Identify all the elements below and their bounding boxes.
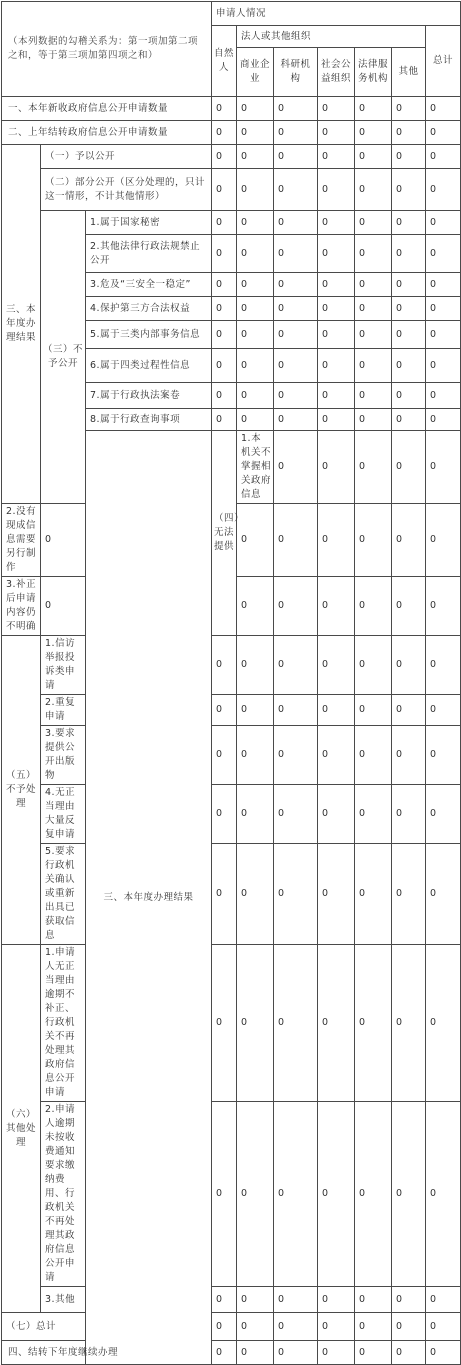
row-label: 8.属于行政查询事项 — [86, 409, 212, 431]
cell-value: 0 — [392, 1102, 426, 1287]
table-row — [2, 636, 461, 695]
cell-value: 0 — [426, 409, 461, 431]
cell-value: 0 — [274, 1102, 318, 1287]
cell-value: 0 — [237, 785, 274, 844]
cell-value: 0 — [355, 945, 392, 1102]
cell-value: 0 — [318, 577, 355, 636]
cell-value: 0 — [355, 349, 392, 383]
cell-value: 0 — [318, 321, 355, 349]
group-label: （三）不予公开 — [41, 211, 86, 504]
cell-value: 0 — [392, 169, 426, 211]
cell-value: 0 — [392, 636, 426, 695]
cell-value: 0 — [426, 383, 461, 409]
cell-value: 0 — [318, 945, 355, 1102]
cell-value: 0 — [318, 145, 355, 169]
cell-value: 0 — [274, 297, 318, 321]
cell-value: 0 — [318, 349, 355, 383]
cell-value: 0 — [237, 695, 274, 726]
cell-value: 0 — [426, 431, 461, 504]
cell-value: 0 — [392, 121, 426, 145]
cell-value: 0 — [318, 726, 355, 785]
cell-value: 0 — [274, 504, 318, 577]
cell-value: 0 — [355, 844, 392, 945]
cell-value: 0 — [318, 211, 355, 235]
cell-value: 0 — [237, 1313, 274, 1341]
row-label: 4.无正当理由大量反复申请 — [41, 785, 86, 844]
cell-value: 0 — [426, 844, 461, 945]
cell-value: 0 — [426, 145, 461, 169]
cell-value: 0 — [212, 785, 237, 844]
cell-value: 0 — [318, 636, 355, 695]
group-label: （五）不予处理 — [2, 636, 41, 945]
cell-value: 0 — [392, 211, 426, 235]
cell-value: 0 — [274, 431, 318, 504]
cell-value: 0 — [212, 695, 237, 726]
cell-value: 0 — [237, 121, 274, 145]
cell-value: 0 — [318, 121, 355, 145]
cell-value: 0 — [237, 577, 274, 636]
row-label: 3.其他 — [41, 1287, 86, 1313]
cell-value: 0 — [237, 97, 274, 121]
cell-value: 0 — [392, 273, 426, 297]
cell-value: 0 — [392, 504, 426, 577]
table-row — [2, 145, 461, 169]
cell-value: 0 — [355, 1287, 392, 1313]
cell-value: 0 — [426, 273, 461, 297]
cell-value: 0 — [355, 695, 392, 726]
cell-value: 0 — [355, 383, 392, 409]
table-row — [2, 169, 461, 211]
cell-value: 0 — [392, 409, 426, 431]
cell-value: 0 — [274, 235, 318, 273]
table-row — [2, 695, 461, 726]
cell-value: 0 — [355, 726, 392, 785]
header-social-welfare: 社会公益组织 — [318, 48, 355, 97]
table-row — [2, 945, 461, 1102]
cell-value: 0 — [318, 235, 355, 273]
cell-value: 0 — [318, 1313, 355, 1341]
table-row — [2, 1313, 461, 1341]
row-label: 5.属于三类内部事务信息 — [86, 321, 212, 349]
cell-value: 0 — [274, 121, 318, 145]
cell-value: 0 — [392, 785, 426, 844]
row-label: 2.重复申请 — [41, 695, 86, 726]
cell-value: 0 — [392, 431, 426, 504]
cell-value: 0 — [212, 235, 237, 273]
cell-value: 0 — [237, 844, 274, 945]
cell-value: 0 — [426, 1341, 461, 1365]
row-label: 2.申请人逾期未按收费通知要求缴纳费用、行政机关不再处理其政府信息公开申请 — [41, 1102, 86, 1287]
cell-value: 0 — [392, 383, 426, 409]
cell-value: 0 — [274, 145, 318, 169]
cell-value: 0 — [237, 945, 274, 1102]
cell-value: 0 — [274, 349, 318, 383]
table-row — [2, 785, 461, 844]
row-label: 一、本年新收政府信息公开申请数量 — [2, 97, 212, 121]
row-label: 1.属于国家秘密 — [86, 211, 212, 235]
row-label: 6.属于四类过程性信息 — [86, 349, 212, 383]
cell-value: 0 — [237, 383, 274, 409]
header-natural-person: 自然人 — [212, 26, 237, 97]
cell-value: 0 — [274, 409, 318, 431]
cell-value: 0 — [274, 844, 318, 945]
cell-value: 0 — [212, 1287, 237, 1313]
cell-value: 0 — [274, 785, 318, 844]
table-row — [2, 97, 461, 121]
section-label: 三、本年度办理结果 — [2, 145, 41, 504]
cell-value: 0 — [318, 504, 355, 577]
header-note: （本列数据的勾稽关系为：第一项加第二项之和，等于第三项加第四项之和） — [2, 2, 212, 97]
cell-value: 0 — [392, 695, 426, 726]
cell-value: 0 — [212, 636, 237, 695]
cell-value: 0 — [355, 785, 392, 844]
cell-value: 0 — [392, 577, 426, 636]
cell-value: 0 — [212, 1341, 237, 1365]
table-row — [2, 726, 461, 785]
cell-value: 0 — [318, 273, 355, 297]
cell-value: 0 — [237, 409, 274, 431]
cell-value: 0 — [426, 726, 461, 785]
cell-value: 0 — [426, 97, 461, 121]
cell-value: 0 — [274, 1341, 318, 1365]
cell-value: 0 — [392, 1341, 426, 1365]
cell-value: 0 — [355, 577, 392, 636]
cell-value: 0 — [41, 504, 86, 577]
cell-value: 0 — [355, 409, 392, 431]
cell-value: 0 — [392, 145, 426, 169]
cell-value: 0 — [318, 97, 355, 121]
cell-value: 0 — [212, 409, 237, 431]
header-row-1 — [2, 2, 461, 26]
header-other: 其他 — [392, 48, 426, 97]
cell-value: 0 — [392, 297, 426, 321]
cell-value: 0 — [392, 235, 426, 273]
cell-value: 0 — [274, 726, 318, 785]
row-label: 1.信访举报投诉类申请 — [41, 636, 86, 695]
table-row — [2, 211, 461, 235]
cell-value: 0 — [426, 1313, 461, 1341]
cell-value: 0 — [41, 577, 86, 636]
row-label: 1.本机关不掌握相关政府信息 — [237, 431, 274, 504]
cell-value: 0 — [426, 297, 461, 321]
cell-value: 0 — [426, 1102, 461, 1287]
cell-value: 0 — [355, 273, 392, 297]
cell-value: 0 — [426, 1287, 461, 1313]
cell-value: 0 — [318, 785, 355, 844]
cell-value: 0 — [355, 636, 392, 695]
cell-value: 0 — [212, 945, 237, 1102]
cell-value: 0 — [212, 1102, 237, 1287]
cell-value: 0 — [426, 695, 461, 726]
cell-value: 0 — [274, 383, 318, 409]
row-label: 3.补正后申请内容仍不明确 — [2, 577, 41, 636]
cell-value: 0 — [237, 145, 274, 169]
cell-value: 0 — [355, 504, 392, 577]
row-label: 2.没有现成信息需要另行制作 — [2, 504, 41, 577]
cell-value: 0 — [426, 121, 461, 145]
cell-value: 0 — [237, 211, 274, 235]
cell-value: 0 — [212, 121, 237, 145]
cell-value: 0 — [426, 321, 461, 349]
row-label: 四、结转下年度继续办理 — [2, 1341, 212, 1365]
cell-value: 0 — [212, 349, 237, 383]
header-legal-person-group: 法人或其他组织 — [237, 26, 426, 48]
group-label: （六）其他处理 — [2, 945, 41, 1313]
cell-value: 0 — [392, 844, 426, 945]
cell-value: 0 — [212, 273, 237, 297]
cell-value: 0 — [274, 321, 318, 349]
cell-value: 0 — [426, 211, 461, 235]
cell-value: 0 — [212, 211, 237, 235]
cell-value: 0 — [392, 97, 426, 121]
cell-value: 0 — [392, 321, 426, 349]
cell-value: 0 — [318, 297, 355, 321]
cell-value: 0 — [355, 1313, 392, 1341]
cell-value: 0 — [318, 1287, 355, 1313]
row-label: （一）予以公开 — [41, 145, 212, 169]
row-label: （七）总计 — [2, 1313, 86, 1341]
group-label: （四）无法提供 — [212, 431, 237, 636]
cell-value: 0 — [274, 636, 318, 695]
header-total: 总计 — [426, 26, 461, 97]
cell-value: 0 — [355, 97, 392, 121]
cell-value: 0 — [392, 349, 426, 383]
disclosure-statistics-table — [1, 1, 461, 1365]
cell-value: 0 — [274, 695, 318, 726]
table-row — [2, 1341, 461, 1365]
cell-value: 0 — [237, 726, 274, 785]
cell-value: 0 — [237, 1287, 274, 1313]
cell-value: 0 — [355, 211, 392, 235]
cell-value: 0 — [274, 97, 318, 121]
cell-value: 0 — [318, 409, 355, 431]
row-label: 7.属于行政执法案卷 — [86, 383, 212, 409]
cell-value: 0 — [212, 844, 237, 945]
cell-value: 0 — [237, 297, 274, 321]
cell-value: 0 — [318, 1102, 355, 1287]
cell-value: 0 — [274, 169, 318, 211]
cell-value: 0 — [237, 273, 274, 297]
cell-value: 0 — [355, 145, 392, 169]
cell-value: 0 — [212, 145, 237, 169]
cell-value: 0 — [212, 726, 237, 785]
cell-value: 0 — [392, 1313, 426, 1341]
table-row — [2, 1102, 461, 1287]
cell-value: 0 — [355, 1102, 392, 1287]
cell-value: 0 — [355, 235, 392, 273]
cell-value: 0 — [237, 169, 274, 211]
cell-value: 0 — [355, 1341, 392, 1365]
cell-value: 0 — [237, 235, 274, 273]
cell-value: 0 — [274, 577, 318, 636]
cell-value: 0 — [426, 169, 461, 211]
cell-value: 0 — [212, 1313, 237, 1341]
cell-value: 0 — [237, 1341, 274, 1365]
cell-value: 0 — [355, 169, 392, 211]
cell-value: 0 — [274, 1313, 318, 1341]
cell-value: 0 — [426, 504, 461, 577]
cell-value: 0 — [318, 431, 355, 504]
row-label: 3.要求提供公开出版物 — [41, 726, 86, 785]
table-row — [2, 1287, 461, 1313]
cell-value: 0 — [318, 695, 355, 726]
cell-value: 0 — [274, 945, 318, 1102]
cell-value: 0 — [274, 1287, 318, 1313]
cell-value: 0 — [318, 169, 355, 211]
row-label: 5.要求行政机关确认或重新出具已获取信息 — [41, 844, 86, 945]
row-label: 2.其他法律行政法规禁止公开 — [86, 235, 212, 273]
section-label: 三、本年度办理结果 — [86, 431, 212, 1365]
header-legal-service: 法律服务机构 — [355, 48, 392, 97]
cell-value: 0 — [212, 297, 237, 321]
row-label: 4.保护第三方合法权益 — [86, 297, 212, 321]
cell-value: 0 — [355, 321, 392, 349]
cell-value: 0 — [212, 97, 237, 121]
cell-value: 0 — [426, 636, 461, 695]
header-commercial: 商业企业 — [237, 48, 274, 97]
table-row — [2, 121, 461, 145]
header-applicant: 申请人情况 — [212, 2, 461, 26]
cell-value: 0 — [274, 211, 318, 235]
table-row — [2, 844, 461, 945]
cell-value: 0 — [392, 1287, 426, 1313]
cell-value: 0 — [318, 844, 355, 945]
row-label: 二、上年结转政府信息公开申请数量 — [2, 121, 212, 145]
row-label: （二）部分公开（区分处理的，只计这一情形，不计其他情形） — [41, 169, 212, 211]
cell-value: 0 — [212, 383, 237, 409]
cell-value: 0 — [237, 636, 274, 695]
cell-value: 0 — [355, 431, 392, 504]
cell-value: 0 — [318, 1341, 355, 1365]
cell-value: 0 — [426, 349, 461, 383]
cell-value: 0 — [355, 121, 392, 145]
cell-value: 0 — [392, 945, 426, 1102]
row-label: 1.申请人无正当理由逾期不补正、行政机关不再处理其政府信息公开申请 — [41, 945, 86, 1102]
cell-value: 0 — [426, 235, 461, 273]
cell-value: 0 — [392, 726, 426, 785]
cell-value: 0 — [426, 785, 461, 844]
cell-value: 0 — [237, 321, 274, 349]
cell-value: 0 — [237, 504, 274, 577]
cell-value: 0 — [212, 321, 237, 349]
cell-value: 0 — [426, 945, 461, 1102]
cell-value: 0 — [318, 383, 355, 409]
cell-value: 0 — [212, 169, 237, 211]
row-label: 3.危及“三安全一稳定” — [86, 273, 212, 297]
header-research: 科研机构 — [274, 48, 318, 97]
cell-value: 0 — [237, 349, 274, 383]
cell-value: 0 — [355, 297, 392, 321]
cell-value: 0 — [426, 577, 461, 636]
cell-value: 0 — [274, 273, 318, 297]
cell-value: 0 — [237, 1102, 274, 1287]
